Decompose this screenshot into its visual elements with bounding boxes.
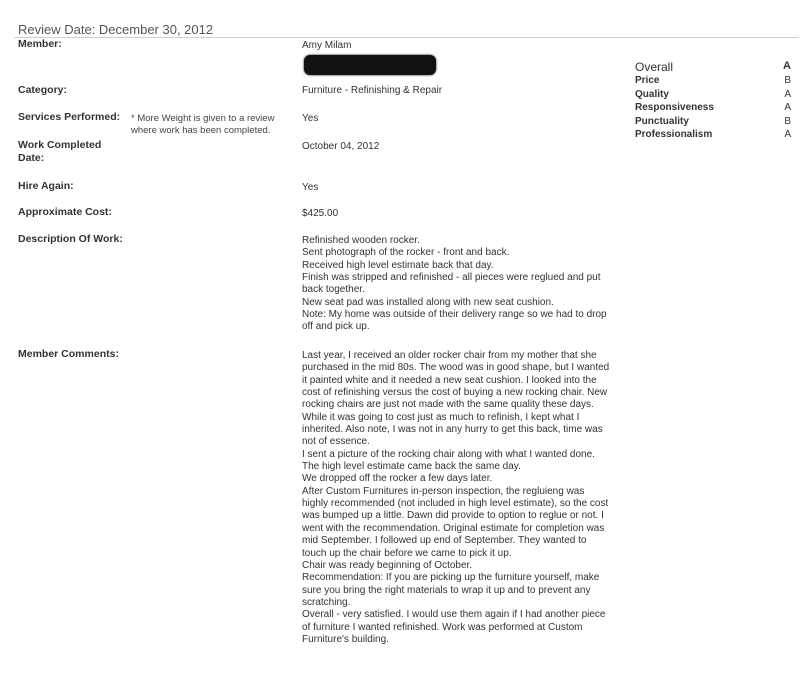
- comment-line: Overall - very satisfied. I would use them again if I had another piece: [302, 609, 606, 621]
- work-completed-label-date: Date:: [18, 152, 45, 164]
- services-value: Yes: [302, 113, 319, 124]
- rating-row-professionalism: [635, 129, 795, 143]
- comment-line: Recommendation: If you are picking up the furniture yourself, make: [302, 572, 600, 584]
- services-note: * More Weight is given to a review where work has been completed.: [131, 113, 275, 136]
- comment-line: rocking chairs are just not made with the same quality these days.: [302, 399, 594, 411]
- comment-line: was bumped up a little. Dawn did provide to option to reglue or not. I: [302, 510, 604, 522]
- rating-row-punctuality: [635, 116, 795, 130]
- member-label: Member:: [18, 38, 62, 50]
- comment-line: Last year, I received an older rocker chair from my mother that she: [302, 350, 597, 361]
- comment-line: cost of refinishing versus the cost of buying a new rocking chair. New: [302, 387, 608, 399]
- comment-line: it painted white and it needed a new seat cushion. I looked into the: [302, 374, 597, 386]
- description-line: Refinished wooden rocker.: [302, 235, 420, 246]
- rating-row-responsiveness: [635, 102, 795, 116]
- comment-line: mid September. I followed up end of September. They wanted to: [302, 535, 587, 547]
- comment-line: Chair was ready beginning of October.: [302, 559, 473, 571]
- comment-line: purchased in the mid 80s. The wood was in good shape, but I wanted: [302, 362, 610, 374]
- comment-line: of furniture I wanted refinished. Work was performed at Custom: [302, 621, 583, 633]
- description-line: Received high level estimate back that day.: [302, 259, 494, 271]
- description-line: Sent photograph of the rocker - front and back.: [302, 247, 510, 259]
- description-line: Note: My home was outside of their delivery range so we had to drop: [302, 309, 607, 321]
- description-label: Description Of Work:: [18, 233, 123, 245]
- comment-line: not of essence.: [302, 436, 370, 448]
- rating-grade: B: [784, 115, 791, 127]
- comment-line: highly recommended (not included in high level estimate), so the cost: [302, 498, 609, 510]
- comment-line: We dropped off the rocker a few days later.: [302, 473, 493, 485]
- rating-grade: A: [784, 88, 791, 100]
- rating-label: Punctuality: [635, 115, 689, 127]
- rating-label: Overall: [635, 60, 674, 74]
- work-completed-value: October 04, 2012: [302, 141, 380, 152]
- comment-line: I sent a picture of the rocking chair along with what I wanted done.: [302, 448, 595, 460]
- comment-line: scratching.: [302, 596, 351, 608]
- comments-label: Member Comments:: [18, 348, 119, 360]
- rating-grade: B: [784, 75, 791, 86]
- comment-line: touch up the chair before we came to pick it up.: [302, 547, 512, 559]
- rating-row-quality: [635, 89, 795, 103]
- comment-line: Furniture's building.: [302, 633, 389, 645]
- services-label: Services Performed:: [18, 111, 121, 123]
- work-completed-label: Work Completed: [18, 139, 102, 151]
- hire-again-label: Hire Again:: [18, 180, 74, 192]
- rating-label: Price: [635, 75, 660, 86]
- redacted-block: [304, 55, 436, 75]
- rating-label: Quality: [635, 88, 669, 100]
- rating-grade: A: [784, 102, 791, 113]
- comment-line: After Custom Furnitures in-person inspection, the regluieng was: [302, 485, 585, 497]
- comment-line: The high level estimate came back the same day.: [302, 461, 521, 473]
- rating-grade: A: [783, 60, 791, 72]
- rating-grade: A: [784, 129, 791, 140]
- cost-label: Approximate Cost:: [18, 206, 112, 218]
- comments-text: [302, 350, 632, 646]
- rating-label: Responsiveness: [635, 102, 714, 113]
- comment-line: inherited. Also note, I was not in any hurry to get this back, time was: [302, 424, 603, 436]
- description-line: off and pick up.: [302, 321, 370, 333]
- review-date-heading: Review Date: December 30, 2012: [18, 22, 214, 37]
- comment-line: went with the recommendation. Original estimate for completion was: [302, 522, 605, 534]
- category-value: Furniture - Refinishing & Repair: [302, 85, 443, 96]
- rating-row-overall: [635, 60, 795, 75]
- hire-again-value: Yes: [302, 182, 319, 193]
- description-line: New seat pad was installed along with new seat cushion.: [302, 296, 554, 308]
- rating-label: Professionalism: [635, 129, 713, 140]
- comment-line: sure you bring the right materials to wrap it up and to prevent any: [302, 584, 591, 596]
- description-line: Finish was stripped and refinished - all pieces were reglued and put: [302, 272, 601, 284]
- member-name: Amy Milam: [302, 40, 352, 51]
- rating-row-price: [635, 75, 795, 89]
- description-text: [302, 235, 632, 334]
- ratings-panel: [635, 60, 795, 143]
- cost-value: $425.00: [302, 208, 339, 219]
- header-divider: [14, 37, 799, 38]
- description-line: back together.: [302, 284, 365, 296]
- category-label: Category:: [18, 84, 68, 96]
- comment-line: While it was going to cost just as much to refinish, I kept what I: [302, 411, 580, 423]
